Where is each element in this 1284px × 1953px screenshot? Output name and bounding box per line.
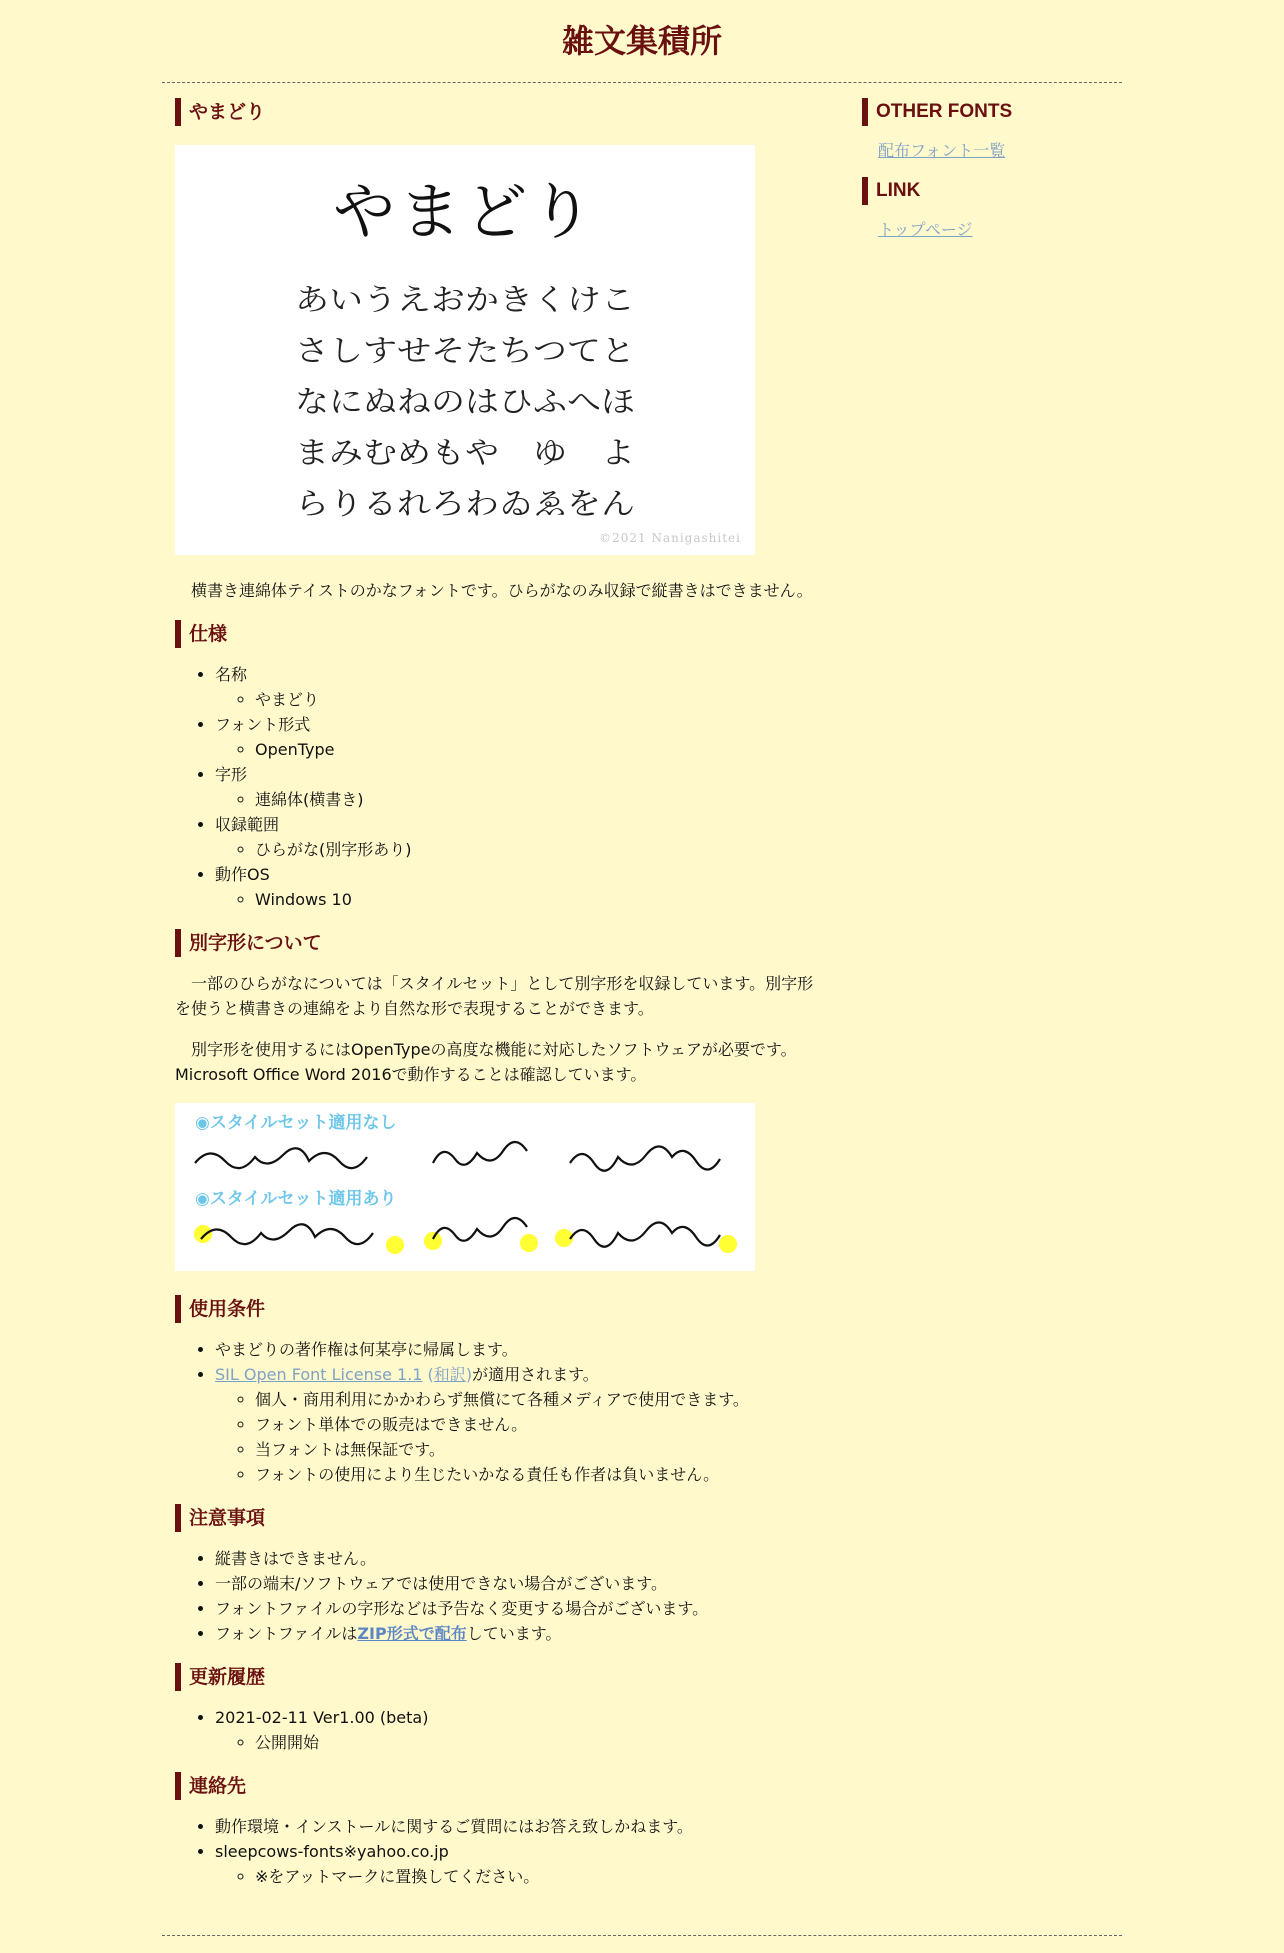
site-title: 雑文集積所 — [561, 22, 722, 60]
history-list — [175, 1705, 825, 1755]
highlight-dot — [520, 1234, 538, 1252]
sample-row-1: あいうえおかきくけこ — [295, 283, 635, 318]
highlight-dot — [386, 1236, 404, 1254]
sample-title-glyphs: やまどり — [332, 175, 598, 248]
cursive-stroke — [570, 1146, 720, 1170]
header-divider — [162, 82, 1122, 83]
sample-row-3: なにぬねのはひふへほ — [295, 385, 635, 420]
styleset-image — [175, 1103, 755, 1271]
list-item: • 一部の端末/ソフトウェアでは使用できない場合がございます。 — [215, 1571, 825, 1596]
intro-text: 横書き連綿体テイストのかなフォントです。ひらがなのみ収録で縦書きはできません。 — [191, 581, 813, 600]
font-sample-image — [175, 145, 755, 555]
spec-label: 動作OS — [215, 865, 270, 884]
contact-email: sleepcows-fonts※yahoo.co.jp — [215, 1842, 449, 1861]
paren-open: ( — [422, 1365, 434, 1384]
notes-heading: 注意事項 — [175, 1504, 825, 1532]
sample-row-2: さしすせそたちつてと — [295, 334, 635, 369]
paren-close: ) — [465, 1365, 473, 1384]
list-item: ◦ 当フォントは無保証です。 — [255, 1437, 825, 1462]
zip-prefix: フォントファイルは — [215, 1624, 358, 1643]
list-item — [215, 862, 825, 912]
list-item: ◦ 個人・商用利用にかかわらず無償にて各種メディアで使用できます。 — [255, 1387, 825, 1412]
sample-glyphs-svg — [175, 145, 755, 555]
other-fonts-heading: OTHER FONTS — [862, 98, 1122, 126]
alt-glyph-para-2: 別字形を使用するにはOpenTypeの高度な機能に対応したソフトウェアが必要です。Microsoft Office Word 2016で動作することは確認しています。 — [175, 1040, 797, 1084]
list-item: • 縦書きはできません。 — [215, 1546, 825, 1571]
contact-heading: 連絡先 — [175, 1772, 825, 1800]
cursive-stroke — [433, 1142, 527, 1165]
sample-row-5: らりるれろわゐゑをん — [295, 487, 635, 522]
sample-credit: ©2021 Nanigashitei — [599, 531, 741, 545]
terms-heading: 使用条件 — [175, 1295, 825, 1323]
list-item: • 動作環境・インストールに関するご質問にはお答え致しかねます。 — [215, 1814, 825, 1839]
spec-label: 収録範囲 — [215, 815, 280, 834]
zip-download-link[interactable]: ZIP形式で配布 — [357, 1624, 467, 1643]
license-suffix: が適用されます。 — [472, 1365, 599, 1384]
spec-list — [175, 662, 825, 912]
alt-glyph-heading: 別字形について — [175, 929, 825, 957]
list-item: ◦ 公開開始 — [255, 1730, 825, 1755]
list-item — [215, 1362, 825, 1487]
list-item: • やまどりの著作権は何某亭に帰属します。 — [215, 1337, 825, 1362]
highlight-dot — [194, 1225, 212, 1243]
list-item — [215, 812, 825, 862]
list-item — [215, 1621, 825, 1646]
font-title: やまどり — [175, 98, 825, 126]
list-item: ◦ Windows 10 — [255, 887, 825, 912]
spec-label: フォント形式 — [215, 715, 311, 734]
list-item: ◦ ひらがな(別字形あり) — [255, 837, 825, 862]
main-content — [175, 98, 825, 1889]
license-link[interactable]: SIL Open Font License 1.1 — [215, 1365, 423, 1384]
top-page-link[interactable]: トップページ — [878, 220, 973, 239]
highlight-dot — [424, 1232, 442, 1250]
history-entry: 2021-02-11 Ver1.00 (beta) — [215, 1708, 429, 1727]
sidebar — [862, 98, 1122, 256]
cursive-stroke — [433, 1218, 527, 1241]
spec-label: 名称 — [215, 665, 248, 684]
list-item: • フォントファイルの字形などは予告なく変更する場合がございます。 — [215, 1596, 825, 1621]
link-heading: LINK — [862, 177, 1122, 205]
zip-suffix: しています。 — [466, 1624, 562, 1643]
list-item — [215, 712, 825, 762]
sample-row-4: まみむめもや ゆ よ — [295, 436, 635, 471]
styleset-off-label: ◉スタイルセット適用なし — [195, 1113, 397, 1133]
terms-list — [175, 1337, 825, 1487]
font-list-link[interactable]: 配布フォント一覧 — [878, 141, 1006, 160]
highlight-dot — [719, 1235, 737, 1253]
contact-list — [175, 1814, 825, 1889]
cursive-stroke — [195, 1148, 367, 1168]
spec-label: 字形 — [215, 765, 248, 784]
list-item: ◦ 連綿体(横書き) — [255, 787, 825, 812]
list-item: ◦ やまどり — [255, 687, 825, 712]
footer-divider — [162, 1935, 1122, 1936]
cursive-stroke — [570, 1222, 720, 1246]
history-heading: 更新履歴 — [175, 1663, 825, 1691]
list-item — [215, 662, 825, 712]
styleset-on-label: ◉スタイルセット適用あり — [195, 1189, 397, 1209]
list-item — [215, 1839, 825, 1889]
list-item: ◦ フォント単体での販売はできません。 — [255, 1412, 825, 1437]
cursive-stroke — [201, 1224, 373, 1244]
list-item: ◦ OpenType — [255, 737, 825, 762]
list-item: ◦ ※をアットマークに置換してください。 — [255, 1864, 825, 1889]
alt-glyph-para-1: 一部のひらがなについては「スタイルセット」として別字形を収録しています。別字形を使うと横書きの連綿をより自然な形で表現することができます。 — [175, 974, 814, 1018]
notes-list — [175, 1546, 825, 1646]
license-ja-link[interactable]: 和訳 — [433, 1365, 466, 1384]
list-item — [215, 1705, 825, 1755]
spec-heading: 仕様 — [175, 620, 825, 648]
list-item — [215, 762, 825, 812]
list-item: ◦ フォントの使用により生じたいかなる責任も作者は負いません。 — [255, 1462, 825, 1487]
